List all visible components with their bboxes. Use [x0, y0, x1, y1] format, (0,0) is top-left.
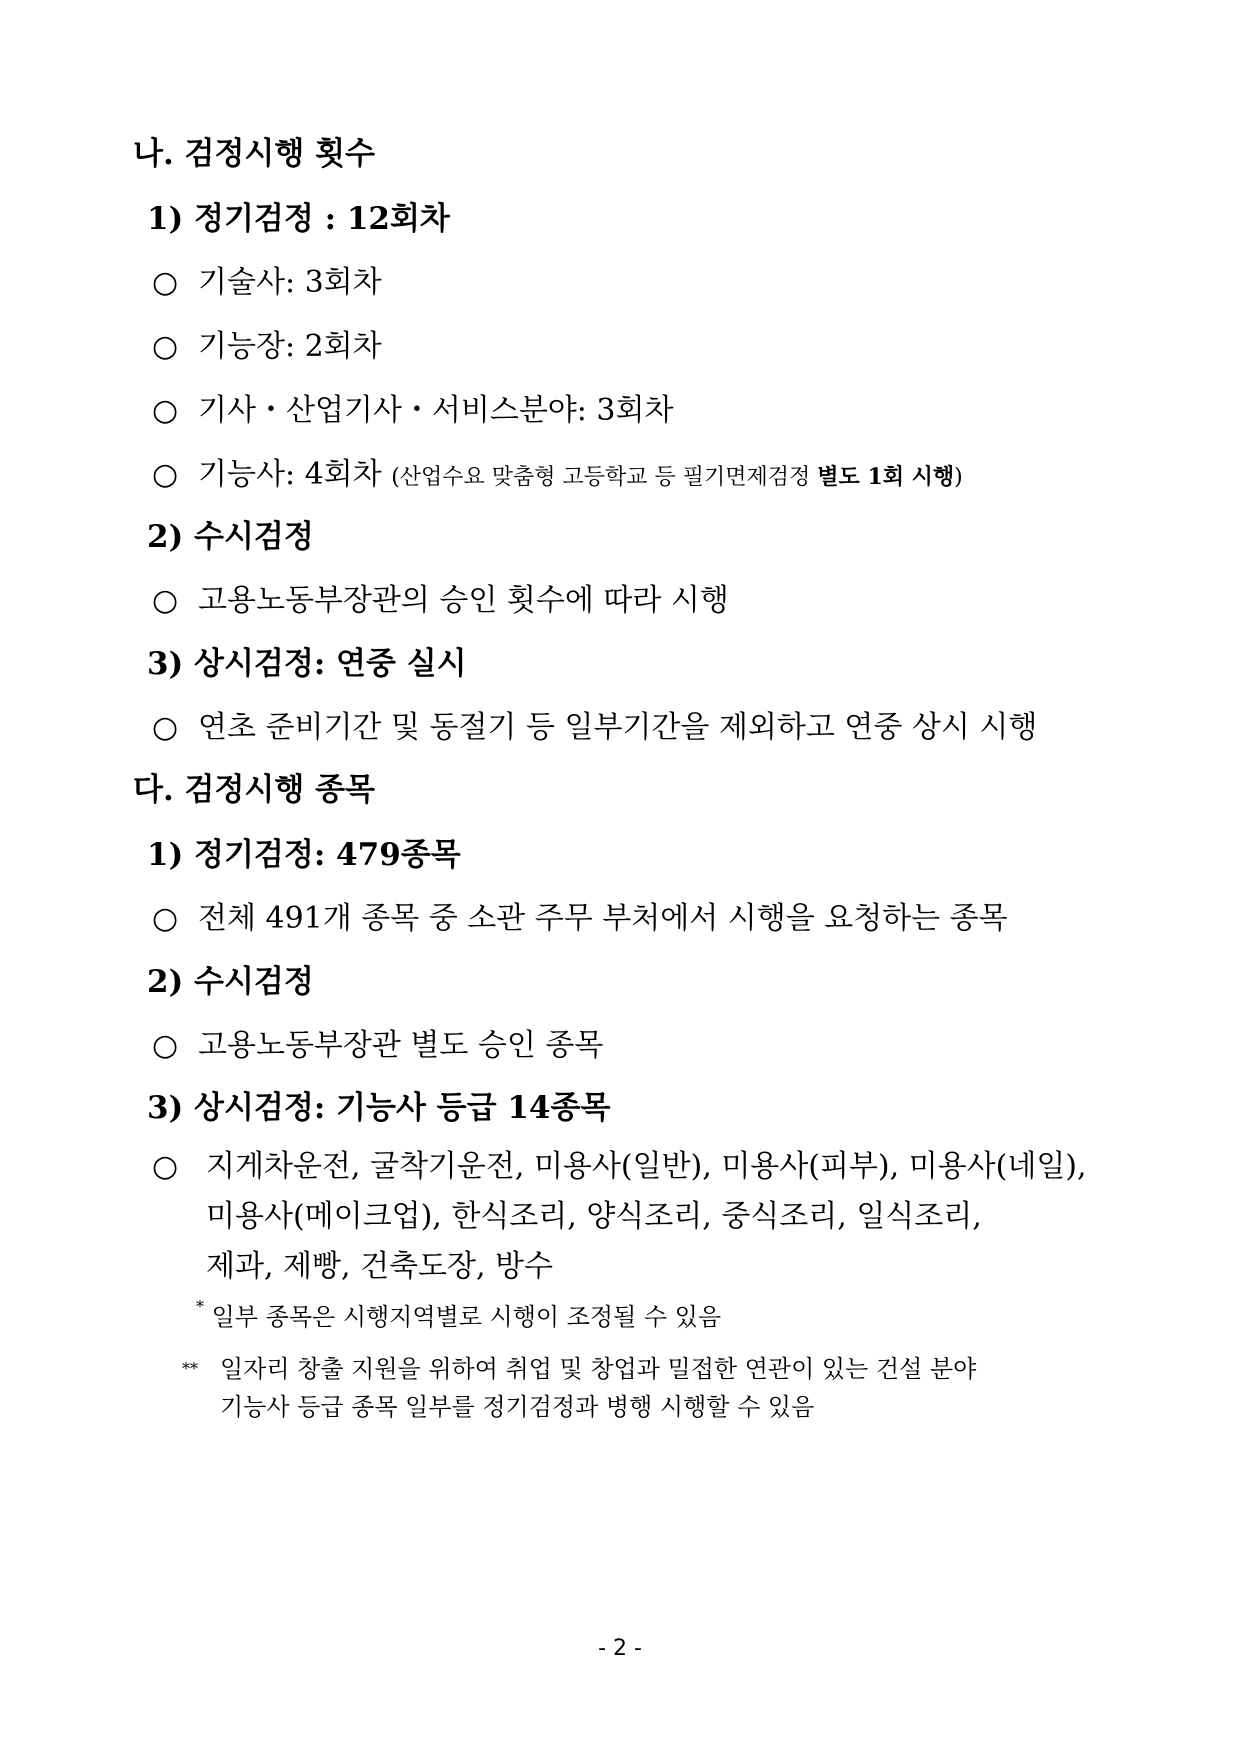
page-number: - 2 - — [598, 1636, 642, 1661]
subsection-regular-title: 1) 정기검정 : 12회차 — [147, 201, 450, 237]
bullet-icon: ○ — [152, 457, 179, 492]
footnote: * 일부 종목은 시행지역별로 시행이 조정될 수 있음 — [196, 1297, 722, 1331]
section-na-title: 나. 검정시행 횟수 — [133, 136, 375, 172]
item-line: 지게차운전, 굴착기운전, 미용사(일반), 미용사(피부), 미용사(네일), — [206, 1149, 1087, 1184]
bullet-icon: ○ — [152, 1028, 179, 1063]
bullet-icon: ○ — [152, 393, 179, 428]
asterisk-mark: * — [196, 1297, 204, 1316]
item-note: (산업수요 맞춤형 고등학교 등 필기면제검정 별도 1회 시행) — [391, 464, 963, 490]
list-item: ○ 기술사: 3회차 — [152, 265, 382, 300]
footnote-line: 기능사 등급 종목 일부를 정기검정과 병행 시행할 수 있음 — [220, 1393, 815, 1421]
list-item: ○ 연초 준비기간 및 동절기 등 일부기간을 제외하고 연중 상시 시행 — [152, 710, 1038, 745]
footnote-line: 일자리 창출 지원을 위하여 취업 및 창업과 밀접한 연관이 있는 건설 분야 — [220, 1355, 977, 1383]
subsection-occasional-title: 2) 수시검정 — [147, 519, 314, 555]
subsection-regular-title: 1) 정기검정: 479종목 — [147, 837, 461, 873]
item-line: 미용사(메이크업), 한식조리, 양식조리, 중식조리, 일식조리, — [206, 1199, 982, 1234]
list-item: ○ 기능사: 4회차 (산업수요 맞춤형 고등학교 등 필기면제검정 별도 1회 시행) — [152, 457, 963, 492]
bullet-icon: ○ — [152, 710, 179, 745]
bullet-icon: ○ — [152, 583, 179, 618]
subsection-permanent-title: 3) 상시검정: 기능사 등급 14종목 — [147, 1090, 611, 1126]
bullet-icon: ○ — [152, 265, 179, 300]
list-item: ○ 고용노동부장관의 승인 횟수에 따라 시행 — [152, 583, 729, 618]
bullet-icon: ○ — [152, 1149, 179, 1184]
item-line: 제과, 제빵, 건축도장, 방수 — [206, 1249, 554, 1284]
list-item: ○ 전체 491개 종목 중 소관 주무 부처에서 시행을 요청하는 종목 — [152, 901, 1008, 936]
list-item: ○ 기능장: 2회차 — [152, 329, 382, 364]
list-item: ○ 고용노동부장관 별도 승인 종목 — [152, 1028, 604, 1063]
subsection-occasional-title: 2) 수시검정 — [147, 964, 314, 1000]
list-item: ○ 기사・산업기사・서비스분야: 3회차 — [152, 393, 674, 428]
subsection-permanent-title: 3) 상시검정: 연중 실시 — [147, 646, 467, 682]
double-asterisk-mark: ** — [182, 1359, 198, 1378]
section-da-title: 다. 검정시행 종목 — [133, 772, 375, 808]
bullet-icon: ○ — [152, 901, 179, 936]
bullet-icon: ○ — [152, 329, 179, 364]
